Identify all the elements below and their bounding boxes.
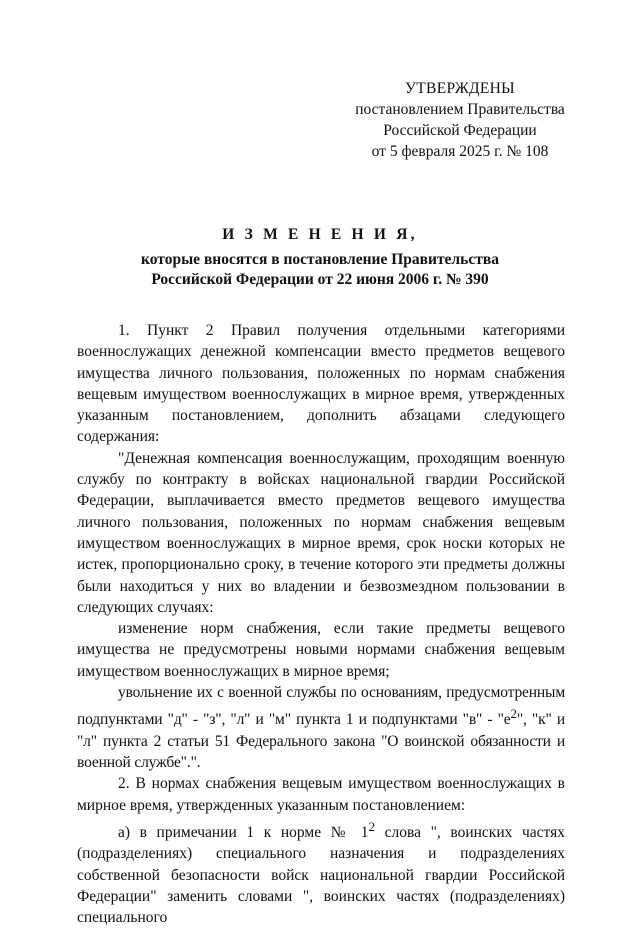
document-title: И З М Е Н Е Н И Я, bbox=[222, 226, 418, 243]
approval-heading: УТВЕРЖДЕНЫ bbox=[405, 80, 515, 97]
paragraph-text: ", "к" и "л" пункта 2 статьи 51 Федерального закона "О воинской обязанности и военной службе".". bbox=[77, 711, 565, 772]
document-body bbox=[77, 320, 565, 929]
superscript: 2 bbox=[510, 706, 517, 722]
paragraph-text: слова ", воинских частях (подразделениях) специального назначения и подразделениях собственной безопасности войск национальной гвардии Российской Федерации" заменить словами ", воинских частях (подразделениях) специального bbox=[77, 824, 565, 927]
subtitle-line: Российской Федерации от 22 июня 2006 г. № 390 bbox=[151, 271, 489, 288]
paragraph-text: увольнение их с военной службы по основаниям, предусмотренным подпунктами "д" - "з", "л" и "м" пункта 1 и подпунктами "в" - "е bbox=[77, 684, 565, 729]
approval-line: Российской Федерации bbox=[383, 122, 537, 139]
approval-line: постановлением Правительства bbox=[355, 101, 565, 118]
subtitle-line: которые вносятся в постановление Правительства bbox=[141, 251, 499, 268]
approval-line: от 5 февраля 2025 г. № 108 bbox=[371, 143, 549, 160]
superscript: 2 bbox=[368, 818, 376, 834]
paragraph bbox=[77, 682, 565, 773]
paragraph-text: а) в примечании 1 к норме № 1 bbox=[118, 824, 369, 842]
paragraph: 2. В нормах снабжения вещевым имуществом военнослужащих в мирное время, утвержденных указанным постановлением: bbox=[77, 775, 565, 814]
paragraph: "Денежная компенсация военнослужащим, проходящим военную службу по контракту в войсках национальной гвардии Российской Федерации, выплачивается вместо предметов вещевого имущества личного пользования, положенных по нормам снабжения вещевым имуществом военнослужащих в мирное время, срок носки которых не истек, пропорционально сроку, в течение которого эти предметы должны были находиться у них во владении и безвозмездном пользовании в следующих случаях: bbox=[77, 449, 565, 616]
paragraph: 1. Пункт 2 Правил получения отдельными категориями военнослужащих денежной компенсации вместо предметов вещевого имущества личного пользования, положенных по нормам снабжения вещевым имуществом военнослужащих в мирное время, утвержденных указанным постановлением, дополнить абзацами следующего содержания: bbox=[77, 322, 565, 446]
document-subtitle bbox=[0, 250, 640, 290]
paragraph bbox=[77, 816, 565, 929]
paragraph: изменение норм снабжения, если такие предметы вещевого имущества не предусмотрены новыми нормами снабжения вещевым имуществом военнослужащих в мирное время; bbox=[77, 620, 565, 680]
approval-stamp bbox=[330, 78, 590, 162]
